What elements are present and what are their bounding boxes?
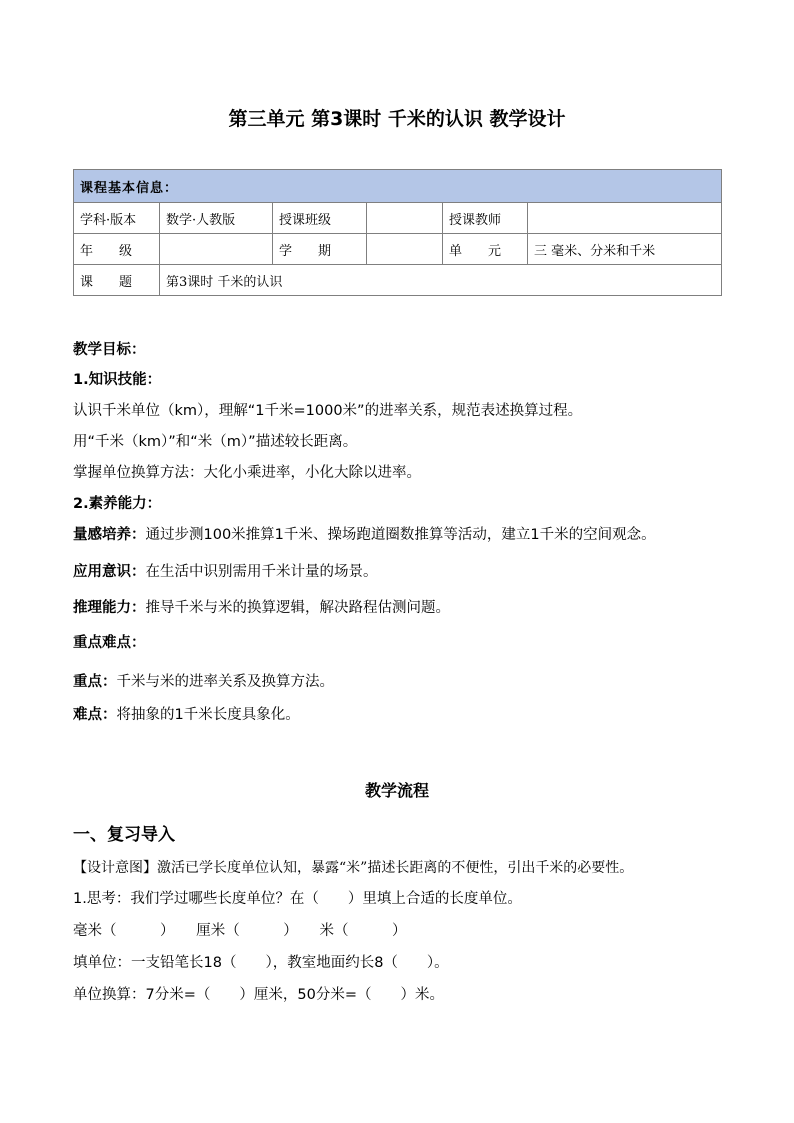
course-info-table (73, 169, 722, 296)
literacy-heading: 2.素养能力： (73, 496, 162, 512)
knowledge-item: 用“千米（km）”和“米（m）”描述较长距离。 (73, 434, 358, 450)
design-intent: 【设计意图】激活已学长度单位认知，暴露“米”描述长距离的不便性，引出千米的必要性。 (73, 860, 634, 876)
class-value (367, 203, 443, 234)
table-row (74, 203, 722, 234)
literacy-item-text: 通过步测100米推算1千米、操场跑道圈数推算等活动，建立1千米的空间观念。 (145, 527, 656, 543)
difficult-point-label: 难点： (73, 707, 117, 723)
section-heading: 一、复习导入 (73, 825, 175, 845)
key-point-text: 千米与米的进率关系及换算方法。 (116, 674, 334, 690)
table-row (74, 234, 722, 265)
literacy-item (73, 560, 378, 581)
subject-value: 数学·人教版 (160, 203, 273, 234)
key-point-label: 重点： (73, 674, 117, 690)
table-row (74, 265, 722, 296)
document-title: 第三单元 第3课时 千米的认识 教学设计 (228, 108, 566, 130)
term-value (367, 234, 443, 265)
topic-label: 课 题 (74, 265, 160, 296)
literacy-item-label: 推理能力： (73, 600, 146, 616)
literacy-item (73, 523, 656, 544)
difficult-point (73, 703, 300, 724)
difficult-point-text: 将抽象的1千米长度具象化。 (116, 707, 300, 723)
unit-label: 单 元 (443, 234, 528, 265)
unit-conversion: 单位换算：7分米=（ ）厘米，50分米=（ ）米。 (73, 987, 444, 1003)
literacy-item-text: 推导千米与米的换算逻辑，解决路程估测问题。 (145, 600, 450, 616)
knowledge-item: 掌握单位换算方法：大化小乘进率，小化大除以进率。 (73, 465, 421, 481)
subject-label: 学科·版本 (74, 203, 160, 234)
literacy-item-label: 量感培养： (73, 527, 146, 543)
keypoints-heading: 重点难点： (73, 635, 146, 651)
class-label: 授课班级 (273, 203, 367, 234)
fill-units: 填单位：一支铅笔长18（ ），教室地面约长8（ ）。 (73, 955, 449, 971)
flow-title: 教学流程 (364, 781, 429, 800)
units-blanks: 毫米（ ） 厘米（ ） 米（ ） (73, 923, 407, 939)
teacher-value (528, 203, 722, 234)
literacy-item-label: 应用意识： (73, 564, 146, 580)
grade-value (160, 234, 273, 265)
topic-value: 第3课时 千米的认识 (160, 265, 722, 296)
objectives-heading: 教学目标： (73, 342, 146, 358)
question-1: 1.思考：我们学过哪些长度单位？在（ ）里填上合适的长度单位。 (73, 891, 522, 907)
unit-value: 三 毫米、分米和千米 (528, 234, 722, 265)
teacher-label: 授课教师 (443, 203, 528, 234)
term-label: 学 期 (273, 234, 367, 265)
table-header-row (74, 170, 722, 203)
key-point (73, 670, 334, 691)
knowledge-item: 认识千米单位（km），理解“1千米=1000米”的进率关系，规范表述换算过程。 (73, 403, 583, 419)
grade-label: 年 级 (74, 234, 160, 265)
knowledge-heading: 1.知识技能： (73, 372, 162, 388)
literacy-item-text: 在生活中识别需用千米计量的场景。 (145, 564, 378, 580)
literacy-item (73, 596, 450, 617)
table-header: 课程基本信息： (74, 170, 722, 203)
